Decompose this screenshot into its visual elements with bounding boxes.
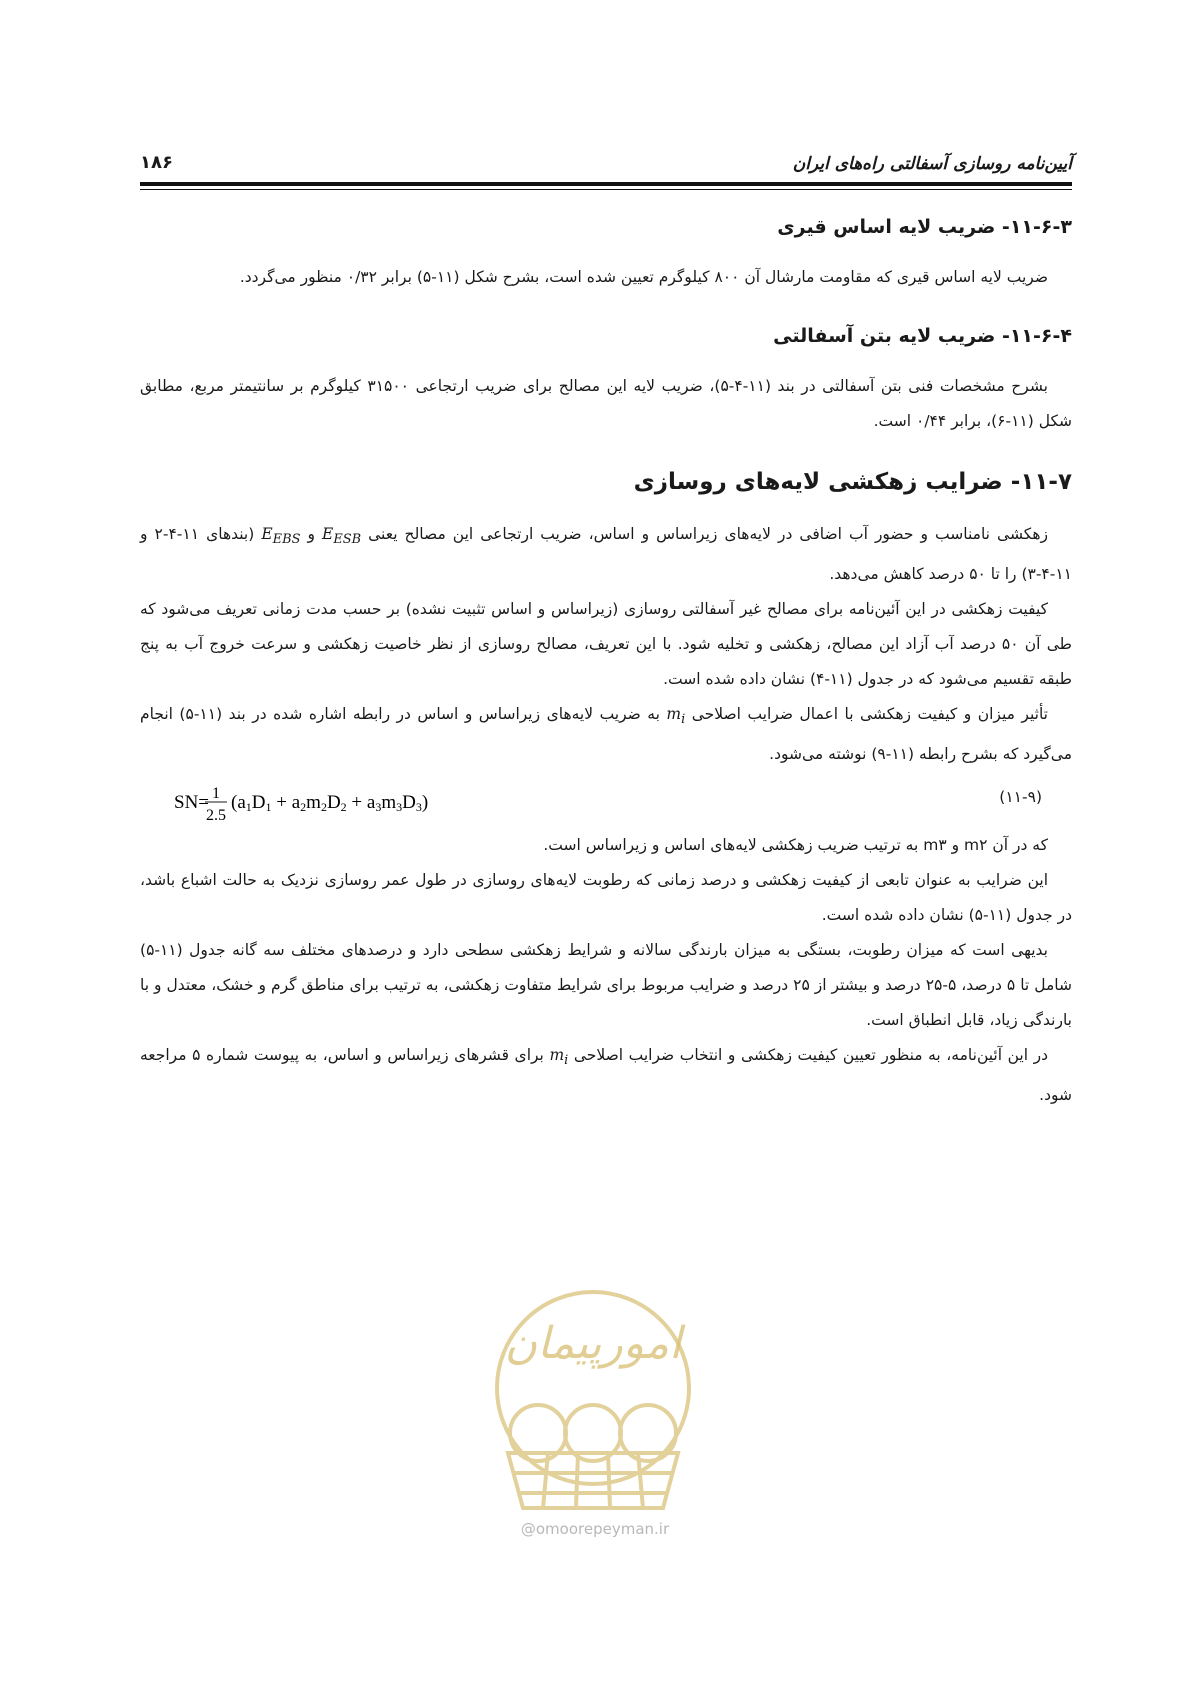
equation-number: (۱۱-۹) [999, 788, 1042, 807]
svg-text:(a1D1 + a2m2D2 + a3m3D3): (a1D1 + a2m2D2 + a3m3D3) [231, 792, 429, 815]
paragraph-moisture: بدیهی است که میزان رطوبت، بستگی به میزان بارندگی سالانه و شرایط زهکشی سطحی دارد و درصدهای مختلف سه گانه جدول (۱۱-۵) شامل تا ۵ درصد، ۵-۲۵ درصد و بیشتر از ۲۵ درصد و ضرایب مربوط برای شرایط متفاوت زهکشی، به ترتیب برای مناطق گرم و خشک، معتدل و با بارندگی زیاد، قابل انطباق است. [140, 941, 1072, 1030]
paragraph-drainage-coefficients: تأثیر میزان و کیفیت زهکشی با اعمال ضرایب اصلاحی $m_i$ به ضریب لایه‌های زیراساس و اساس در رابطه اشاره شده در بند (۱۱-۵) انجام می‌گیرد که بشرح رابطه (۱۱-۹) نوشته می‌شود. [140, 705, 1072, 764]
running-title: آیین‌نامه روسازی آسفالتی راه‌های ایران [792, 154, 1072, 174]
svg-text:1: 1 [212, 785, 220, 803]
mi-symbol: $m_i$ [666, 705, 686, 728]
section-heading-bitumen-base: ۱۱-۶-۳- ضریب لایه اساس قیری [777, 216, 1072, 238]
main-heading-drainage: ۱۱-۷- ضرایب زهکشی لایه‌های روسازی [633, 469, 1072, 495]
paragraph-asphalt-concrete: بشرح مشخصات فنی بتن آسفالتی در بند (۱۱-۴-۵)، ضریب لایه این مصالح برای ضریب ارتجاعی ۳۱۵۰۰ کیلوگرم بر سانتیمتر مربع، مطابق شکل (۱۱-۶)، برابر ۰/۴۴ است. [140, 377, 1072, 430]
svg-text:SN=: SN= [174, 792, 210, 814]
paragraph-bitumen-base: ضریب لایه اساس قیری که مقاومت مارشال آن ۸۰۰ کیلوگرم تعیین شده است، بشرح شکل (۱۱-۵) برابر ۰/۳۲ منظور می‌گردد. [239, 268, 1048, 286]
watermark-logo [468, 1268, 718, 1518]
svg-text:امورپیمان: امورپیمان [504, 1318, 682, 1369]
paragraph-coeff-function: این ضرایب به عنوان تابعی از کیفیت زهکشی و درصد زمانی که رطوبت لایه‌های روسازی در طول عمر روسازی نزدیک به حالت اشباع باشد، در جدول (۱۱-۵) نشان داده شده است. [140, 871, 1072, 925]
paragraph-drainage-quality: کیفیت زهکشی در این آئین‌نامه برای مصالح غیر آسفالتی روسازی (زیراساس و اساس تثبیت نشده) بر حسب مدت زمانی تعریف می‌شود که طی آن ۵۰ درصد آب آزاد این مصالح، زهکشی و تخلیه شود. با این تعریف، مصالح روسازی از نظر خاصیت زهکشی و سرعت خروج آب به پنج طبقه تقسیم می‌شود که در جدول (۱۱-۴) نشان داده شده است. [140, 600, 1072, 689]
paragraph-drainage-modulus: زهکشی نامناسب و حضور آب اضافی در لایه‌های زیراساس و اساس، ضریب ارتجاعی این مصالح یعنی $E_{ESB}$ و $E_{EBS}$ (بندهای ۱۱-۴-۲ و ۱۱-۴-۳) را تا ۵۰ درصد کاهش می‌دهد. [140, 525, 1072, 584]
ebs-symbol: $E_{EBS}$ [261, 525, 301, 548]
watermark-url: @omoorepeyman.ir [520, 1520, 670, 1538]
svg-text:2.5: 2.5 [206, 807, 226, 825]
header-rule-thick [140, 182, 1072, 186]
page-header [140, 150, 1072, 186]
section-heading-asphalt-concrete: ۱۱-۶-۴- ضریب لایه بتن آسفالتی [773, 325, 1072, 347]
page-number: ۱۸۶ [140, 152, 173, 173]
page-body [140, 210, 1072, 1113]
esb-symbol: $E_{ESB}$ [322, 525, 362, 548]
mi-symbol: $m_i$ [549, 1046, 569, 1069]
header-rule-thin [140, 189, 1072, 190]
sn-formula [174, 780, 494, 824]
paragraph-m2-m3: که در آن m۲ و m۳ به ترتیب ضریب زهکشی لایه‌های اساس و زیراساس است. [543, 836, 1048, 855]
equation-11-9 [140, 780, 1072, 824]
paragraph-appendix-ref: در این آئین‌نامه، به منظور تعیین کیفیت زهکشی و انتخاب ضرایب اصلاحی $m_i$ برای قشرهای زیراساس و اساس، به پیوست شماره ۵ مراجعه شود. [140, 1046, 1072, 1105]
